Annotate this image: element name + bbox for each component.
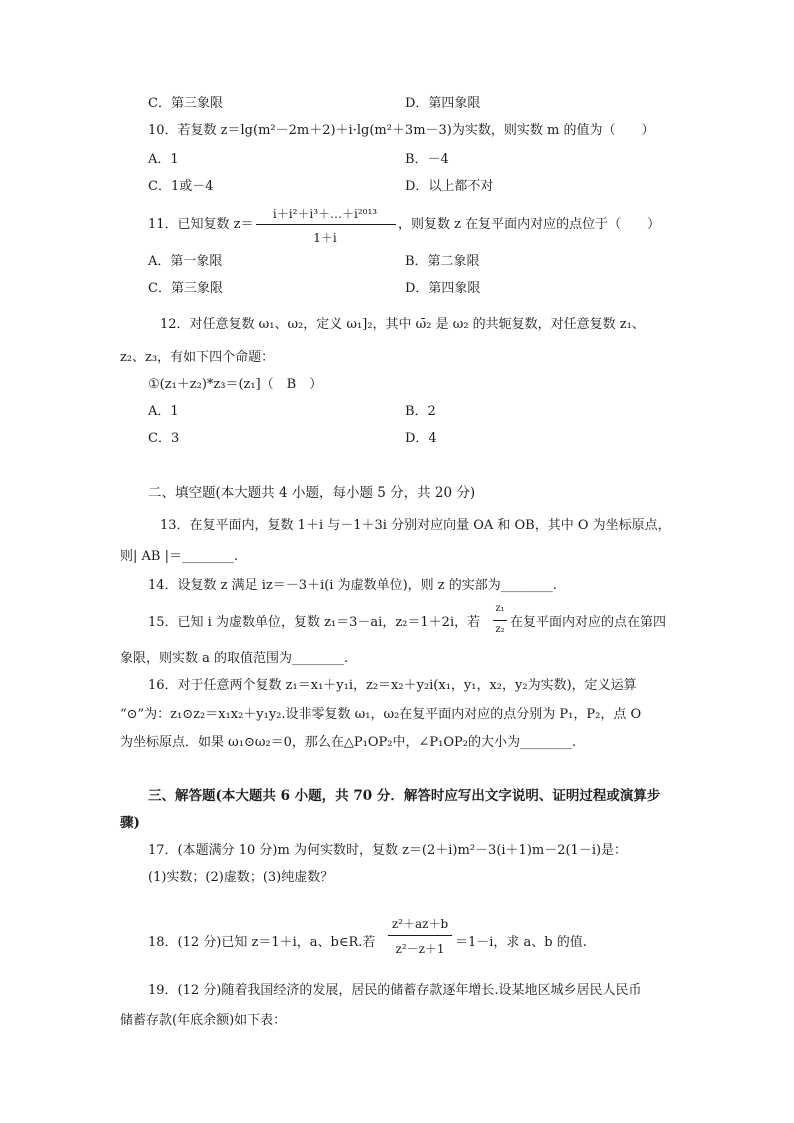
q18-numerator: z²＋az＋b [391,917,449,931]
q10-stem: 10．若复数 z＝lg(m²－2m＋2)＋i·lg(m²＋3m－3)为实数，则实数 m 的值为（ ） [148,123,655,138]
q18-fraction-bar [388,935,452,936]
q17-line-2: (1)实数；(2)虚数；(3)纯虚数？ [148,870,334,885]
q18-denominator: z²－z＋1 [395,942,445,956]
q18-suffix: ＝1－i，求 a、b 的值. [455,935,587,950]
q16-line-2: “⊙”为：z₁⊙z₂＝x₁x₂＋y₁y₂.设非零复数 ω₁，ω₂在复平面内对应的点分别为 P₁，P₂，点 O [120,707,642,722]
q11-prefix: 11．已知复数 z＝ [148,217,254,232]
q12-option-c: C．3 [148,431,180,446]
q11-option-d: D．第四象限 [405,281,481,296]
section-3-title-line-1: 三、解答题(本大题共 6 小题，共 70 分．解答时应写出文字说明、证明过程或演算步 [148,788,661,804]
q15-fraction-bar [493,620,507,621]
q9-option-c: C．第三象限 [148,96,223,111]
q11-fraction-bar [256,224,396,225]
q12-line-1: 12．对任意复数 ω₁、ω₂，定义 ω₁]₂，其中 ω̄₂ 是 ω₂ 的共轭复数，对任意复数 z₁、 [160,317,645,332]
q16-line-1: 16．对于任意两个复数 z₁＝x₁＋y₁i，z₂＝x₂＋y₂i(x₁，y₁，x₂，y₂为实数)，定义运算 [148,678,637,693]
q13-line-2: 则| AB |＝________. [120,549,239,564]
q10-option-a: A．1 [148,152,179,167]
q11-numerator: i＋i²＋i³＋…＋i²⁰¹³ [272,207,378,221]
q14-line-1: 14．设复数 z 满足 iz＝－3＋i(i 为虚数单位)，则 z 的实部为________. [148,578,557,593]
q19-line-2: 储蓄存款(年底余额)如下表： [120,1013,287,1028]
q10-option-d: D．以上都不对 [405,179,494,194]
section-2-title: 二、填空题(本大题共 4 小题，每小题 5 分，共 20 分) [148,485,476,501]
q11-suffix: ，则复数 z 在复平面内对应的点位于（ ） [398,217,661,232]
section-3-title-line-2: 骤) [120,815,140,831]
q15-suffix: 在复平面内对应的点在第四 [510,615,667,630]
q11-option-b: B．第二象限 [405,254,480,269]
q11-denominator: 1＋i [313,231,337,245]
q13-line-1: 13．在复平面内，复数 1＋i 与－1＋3i 分别对应向量 OA 和 OB，其中 O 为坐标原点， [160,518,671,533]
q10-option-c: C．1或－4 [148,179,214,194]
q12-option-a: A．1 [148,404,179,419]
q18-prefix: 18．(12 分)已知 z＝1＋i，a、b∈R.若 [148,935,376,950]
q12-option-d: D．4 [405,431,437,446]
q15-prefix: 15．已知 i 为虚数单位，复数 z₁＝3－ai，z₂＝1＋2i，若 [148,615,481,630]
q15-line-2: 象限，则实数 a 的取值范围为________. [120,651,349,666]
q15-numerator: z₁ [495,603,505,614]
q16-line-3: 为坐标原点．如果 ω₁⊙ω₂＝0，那么在△P₁OP₂中，∠P₁OP₂的大小为________. [120,735,577,750]
q17-line-1: 17．(本题满分 10 分)m 为何实数时，复数 z＝(2＋i)m²－3(i＋1)m－2(1－i)是： [148,843,628,858]
q15-denominator: z₂ [495,624,505,635]
q9-option-d: D．第四象限 [405,96,481,111]
q10-option-b: B．－4 [405,152,449,167]
q11-option-a: A．第一象限 [148,254,223,269]
q11-option-c: C．第三象限 [148,281,223,296]
q12-line-2: z₂、z₃，有如下四个命题： [120,350,275,365]
q12-option-b: B．2 [405,404,436,419]
q12-line-3: ①(z₁＋z₂)*z₃＝(z₁]（ B ） [148,377,323,392]
q19-line-1: 19．(12 分)随着我国经济的发展，居民的储蓄存款逐年增长.设某地区城乡居民人民币 [148,983,642,998]
